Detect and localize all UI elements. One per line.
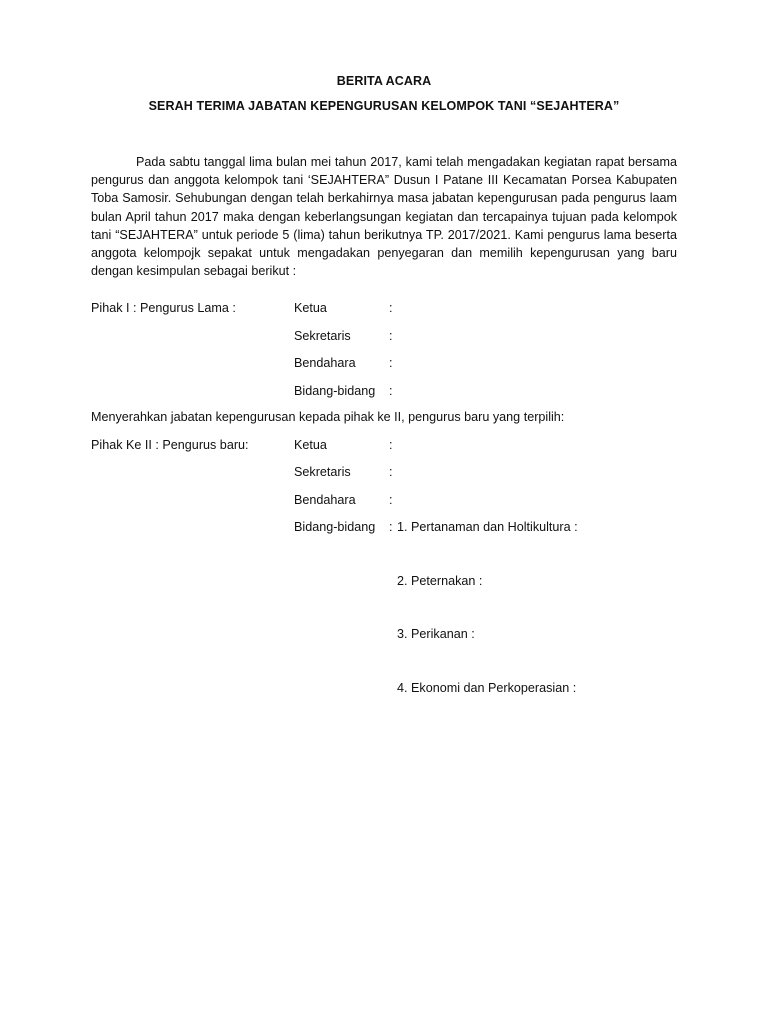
pihak1-colon-bidang: : [389, 384, 393, 398]
transfer-statement: Menyerahkan jabatan kepengurusan kepada pihak ke II, pengurus baru yang terpilih: [91, 410, 565, 424]
opening-paragraph: Pada sabtu tanggal lima bulan mei tahun 2017, kami telah mengadakan kegiatan rapat bersama pengurus dan anggota kelompok tani ‘SEJAHTERA” Dusun I Patane III Kecamatan Porsea Kabupaten Toba Samosir. Sehubungan dengan telah berkahirnya masa jabatan kepengurusan pada pengurus laam bulan April tahun 2017 maka dengan keberlangsungan kegiatan dan tercapainya tujuan pada kelompok tani “SEJAHTERA” untuk periode 5 (lima) tahun berikutnya TP. 2017/2021. Kami pengurus lama beserta anggota kelompojk sepakat untuk mengadakan penyegaran dan memilih kepengurusan yang baru dengan kesimpulan sebagai berikut : [91, 155, 677, 279]
pihak1-colon-bendahara: : [389, 356, 393, 370]
pihak2-role-bidang: Bidang-bidang [294, 520, 376, 534]
pihak2-role-ketua: Ketua [294, 438, 327, 452]
pihak2-colon-bendahara: : [389, 493, 393, 507]
bidang-item-ekonomi: 4. Ekonomi dan Perkoperasian : [397, 681, 577, 695]
pihak2-role-sekretaris: Sekretaris [294, 465, 351, 479]
pihak2-label: Pihak Ke II : Pengurus baru: [91, 438, 249, 452]
bidang-item-peternakan: 2. Peternakan : [397, 574, 483, 588]
pihak1-colon-ketua: : [389, 301, 393, 315]
pihak1-role-sekretaris: Sekretaris [294, 329, 351, 343]
pihak1-role-bendahara: Bendahara [294, 356, 356, 370]
pihak2-role-bendahara: Bendahara [294, 493, 356, 507]
document-title: BERITA ACARA [336, 74, 432, 88]
pihak1-role-bidang: Bidang-bidang [294, 384, 376, 398]
bidang-item-perikanan: 3. Perikanan : [397, 627, 475, 641]
bidang-item-pertanaman: 1. Pertanaman dan Holtikultura : [397, 520, 578, 534]
pihak2-colon-sekretaris: : [389, 465, 393, 479]
document-subtitle: SERAH TERIMA JABATAN KEPENGURUSAN KELOMPOK TANI “SEJAHTERA” [148, 99, 620, 113]
pihak1-role-ketua: Ketua [294, 301, 327, 315]
pihak2-colon-bidang: : [389, 520, 393, 534]
pihak1-colon-sekretaris: : [389, 329, 393, 343]
pihak2-colon-ketua: : [389, 438, 393, 452]
pihak1-label: Pihak I : Pengurus Lama : [91, 301, 236, 315]
